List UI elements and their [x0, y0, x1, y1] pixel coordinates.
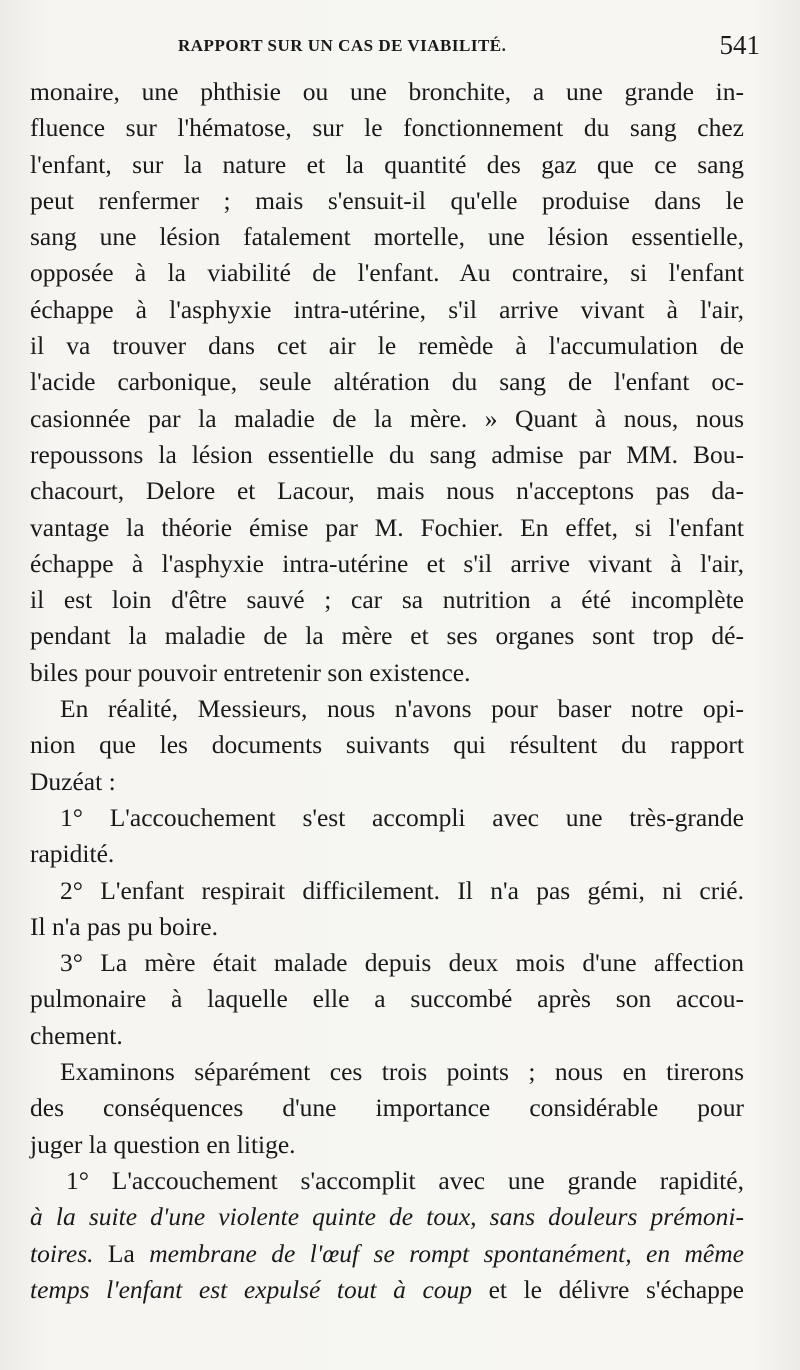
text-line — [30, 1272, 744, 1308]
text-line: biles pour pouvoir entretenir son existence. — [30, 657, 471, 687]
paragraph — [30, 691, 744, 800]
text-line: repoussons la lésion essentielle du sang admise par MM. Bou- — [30, 439, 744, 469]
italic-text: membrane de l'œuf se rompt spontanément, en même — [149, 1238, 744, 1268]
text-line: 1° L'accouchement s'accomplit avec une grande rapidité, — [66, 1165, 744, 1195]
text-line: 2° L'enfant respirait difficilement. Il n'a pas gémi, ni crié. — [60, 875, 744, 905]
text-line: échappe à l'asphyxie intra-utérine et s'il arrive vivant à l'air, — [30, 548, 744, 578]
text-line: opposée à la viabilité de l'enfant. Au contraire, si l'enfant — [30, 258, 744, 288]
text-line: casionnée par la maladie de la mère. » Quant à nous, nous — [30, 403, 744, 433]
text-line: vantage la théorie émise par M. Fochier. En effet, si l'enfant — [30, 512, 744, 542]
text-line: il va trouver dans cet air le remède à l'accumulation de — [30, 331, 744, 361]
italic-text: temps l'enfant est expulsé tout à coup — [30, 1274, 473, 1304]
text-line: 3° La mère était malade depuis deux mois d'une affection — [60, 948, 744, 978]
text-line: il est loin d'être sauvé ; car sa nutrition a été incomplète — [30, 585, 744, 615]
text-line: rapidité. — [30, 839, 115, 869]
running-title: RAPPORT SUR UN CAS DE VIABILITÉ. — [178, 36, 507, 55]
text-line: l'acide carbonique, seule altération du sang de l'enfant oc- — [30, 367, 744, 397]
roman-text: et le délivre s'échappe — [472, 1274, 744, 1304]
text-line — [30, 1236, 744, 1272]
text-line: juger la question en litige. — [30, 1129, 296, 1159]
text-line: Examinons séparément ces trois points ; nous en tirerons — [60, 1057, 744, 1087]
text-line: peut renfermer ; mais s'ensuit-il qu'elle produise dans le — [30, 185, 744, 215]
text-line: chacourt, Delore et Lacour, mais nous n'acceptons pas da- — [30, 476, 744, 506]
text-line: nion que les documents suivants qui résultent du rapport — [30, 730, 744, 760]
text-line: pulmonaire à laquelle elle a succombé après son accou- — [30, 984, 744, 1014]
page-header — [32, 30, 760, 70]
text-line: pendant la maladie de la mère et ses organes sont trop dé- — [30, 621, 744, 651]
paragraph — [30, 1054, 744, 1163]
text-line: sang une lésion fatalement mortelle, une lésion essentielle, — [30, 222, 744, 252]
page-number: 541 — [719, 30, 760, 60]
text-line: Il n'a pas pu boire. — [30, 911, 219, 941]
body-text — [30, 74, 744, 1308]
numbered-point — [30, 800, 744, 873]
paragraph — [30, 74, 744, 691]
text-line: l'enfant, sur la nature et la quantité des gaz que ce sang — [30, 149, 744, 179]
text-line: des conséquences d'une importance considérable pour — [30, 1093, 744, 1123]
text-line: fluence sur l'hématose, sur le fonctionnement du sang chez — [30, 113, 744, 143]
italic-text: à la suite d'une violente quinte de toux, sans douleurs prémoni- — [30, 1202, 744, 1232]
text-line: Duzéat : — [30, 766, 116, 796]
numbered-point — [30, 873, 744, 946]
italic-text: toires. — [30, 1238, 94, 1268]
numbered-point — [30, 945, 744, 1054]
text-line: 1° L'accouchement s'est accompli avec une très-grande — [60, 802, 744, 832]
text-line: monaire, une phthisie ou une bronchite, a une grande in- — [30, 77, 744, 106]
text-line: échappe à l'asphyxie intra-utérine, s'il arrive vivant à l'air, — [30, 294, 744, 324]
text-line — [30, 1199, 744, 1235]
numbered-point — [30, 1163, 744, 1308]
text-line: chement. — [30, 1020, 123, 1050]
roman-text: La — [93, 1238, 150, 1268]
text-line: En réalité, Messieurs, nous n'avons pour baser notre opi- — [60, 694, 744, 724]
